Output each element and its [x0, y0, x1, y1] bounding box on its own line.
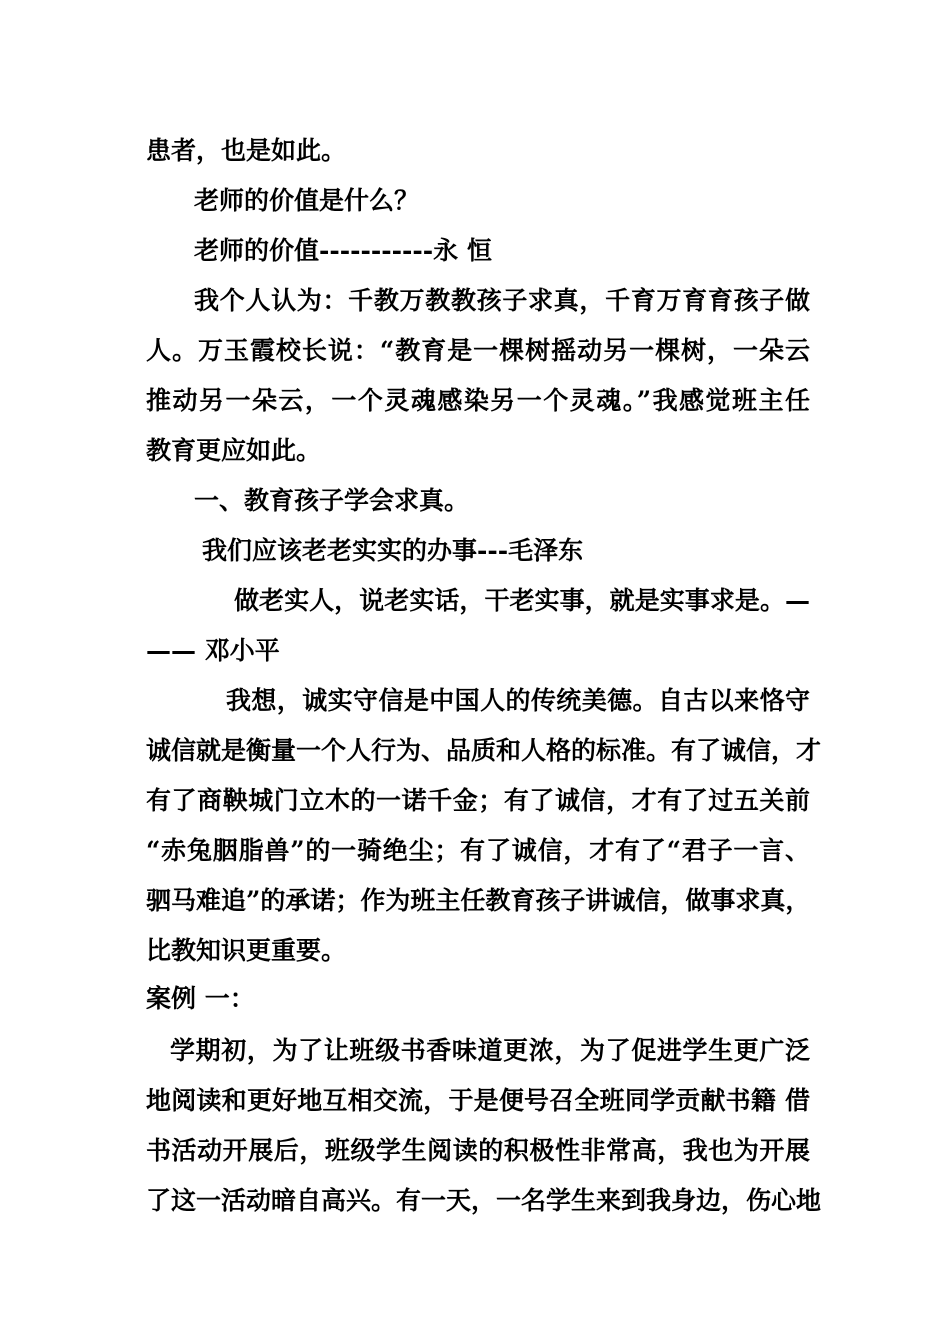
case-heading: 案例 一：	[146, 984, 255, 1013]
text-line: 有了商鞅城门立木的一诺千金；有了诚信，才有了过五关前	[146, 786, 810, 815]
text-line: 我个人认为：千教万教教孩子求真，千育万育育孩子做	[194, 286, 810, 315]
section-heading: 一、教育孩子学会求真。	[194, 486, 470, 515]
text-line: 老师的价值是什么？	[194, 186, 420, 215]
text-line: 书活动开展后，班级学生阅读的积极性非常高，我也为开展	[146, 1136, 810, 1165]
text-line: 地阅读和更好地互相交流，于是便号召全班同学贡献书籍 借	[146, 1086, 810, 1115]
text-line: 我想，诚实守信是中国人的传统美德。自古以来恪守	[226, 686, 810, 715]
text-line: “赤兔胭脂兽”的一骑绝尘；有了诚信，才有了“君子一言、	[146, 836, 810, 865]
quote-line: 做老实人，说老实话，干老实事，就是实事求是。—	[234, 586, 810, 615]
text-line: 老师的价值-----------永 恒	[194, 236, 492, 265]
text-line: 学期初，为了让班级书香味道更浓，为了促进学生更广泛	[170, 1036, 810, 1065]
text-line: 了这一活动暗自高兴。有一天，一名学生来到我身边，伤心地	[146, 1186, 822, 1215]
text-line: 人。万玉霞校长说：“教育是一棵树摇动另一棵树，一朵云	[146, 336, 810, 365]
text-line: 教育更应如此。	[146, 436, 322, 465]
quote-line: 我们应该老老实实的办事---毛泽东	[202, 536, 584, 565]
text-line: 患者，也是如此。	[146, 136, 347, 165]
text-line: 诚信就是衡量一个人行为、品质和人格的标准。有了诚信，才	[146, 736, 822, 765]
text-line: 比教知识更重要。	[146, 936, 347, 965]
text-line: 驷马难追”的承诺；作为班主任教育孩子讲诚信，做事求真，	[146, 886, 811, 915]
quote-attribution: —— 邓小平	[146, 636, 280, 665]
text-line: 推动另一朵云，一个灵魂感染另一个灵魂。”我感觉班主任	[146, 386, 810, 415]
